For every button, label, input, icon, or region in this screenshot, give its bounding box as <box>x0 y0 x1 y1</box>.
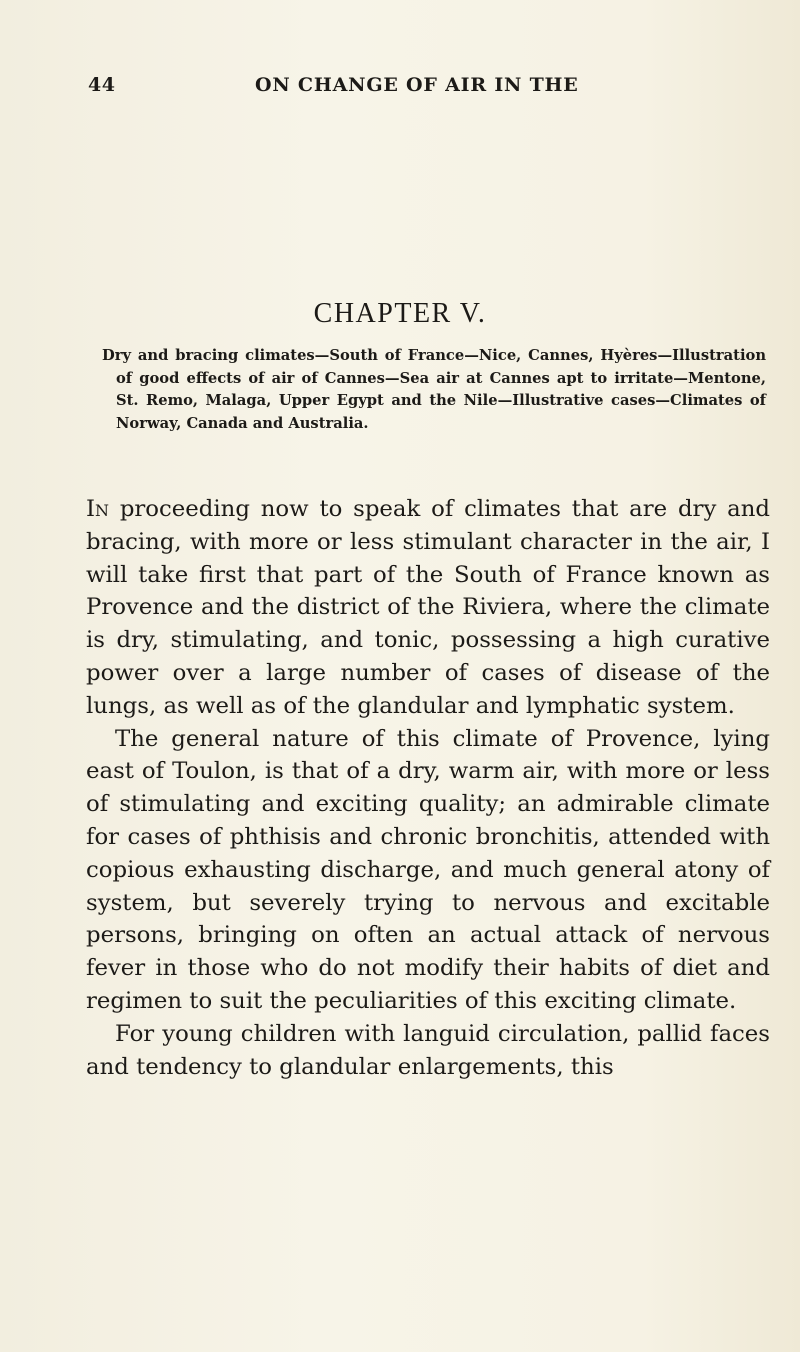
paragraph-3: For young children with languid circulation, pallid faces and tendency to glandular enlargements, this <box>86 1020 770 1080</box>
chapter-summary: Dry and bracing climates—South of France—Nice, Cannes, Hyères—Illustration of good effects of air of Cannes—Sea air at Cannes apt to irritate—Mentone, St. Remo, Malaga, Upper Egypt and the Nile—Illustrative cases—Climates of Norway, Canada and Australia. <box>102 347 766 432</box>
page-header <box>88 74 770 104</box>
page-number: 44 <box>88 74 116 96</box>
paragraph-1-lead: In <box>86 496 110 522</box>
paragraph-2: The general nature of this climate of Provence, lying east of Toulon, is that of a dry, warm air, with more or less of stimulating and exciting quality; an admirable climate for cases of phthisis and chronic bronchitis, attended with copious exhausting discharge, and much general atony of system, but severely trying to nervous and excitable persons, bringing on often an actual attack of nervous fever in those who do not modify their habits of diet and regimen to suit the peculiarities of this exciting climate. <box>86 725 770 1014</box>
paragraph-1-text: proceeding now to speak of climates that are dry and bracing, with more or less stimulant character in the air, I will take first that part of the South of France known as Provence and the district of the Riviera, where the climate is dry, stimulating, and tonic, possessing a high curative power over a large number of cases of disease of the lungs, as well as of the glandular and lymphatic system. <box>86 496 770 719</box>
running-head: ON CHANGE OF AIR IN THE <box>255 74 579 96</box>
chapter-title: CHAPTER V. <box>313 298 487 329</box>
body-text <box>86 493 770 1083</box>
paragraph-1 <box>86 493 770 723</box>
